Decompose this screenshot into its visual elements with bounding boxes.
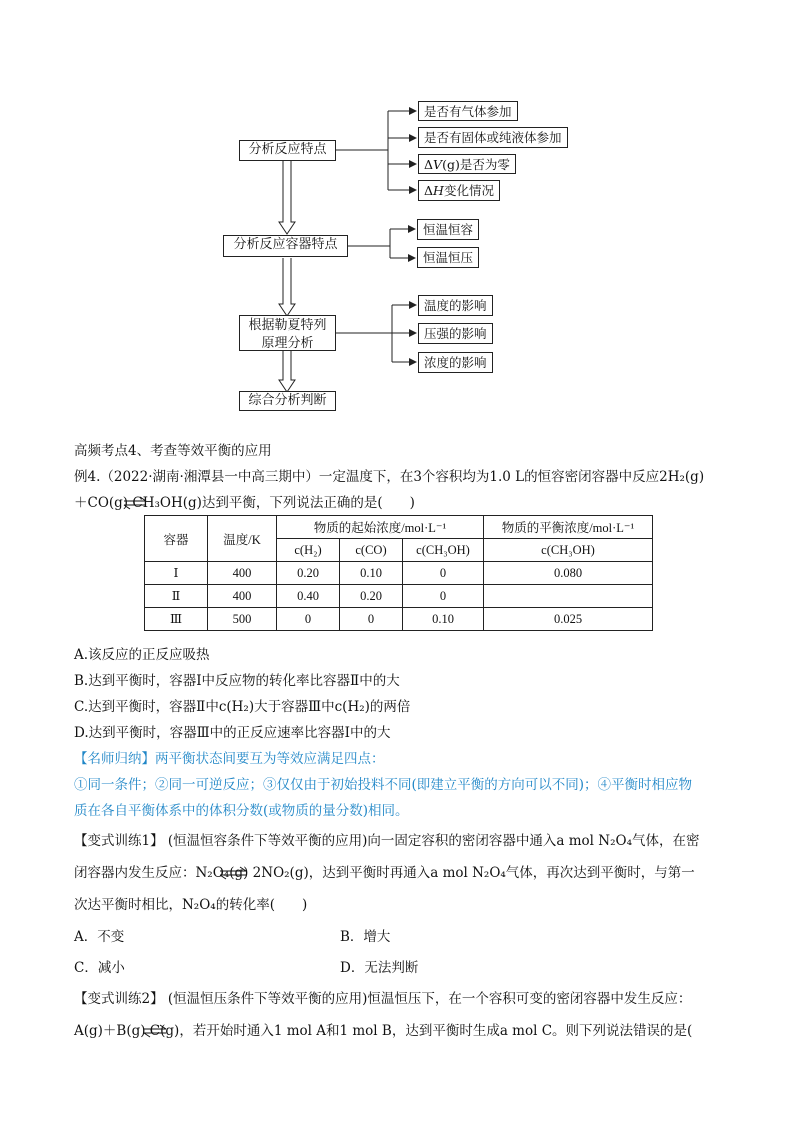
- branch-temperature: 温度的影响: [418, 295, 493, 316]
- flow-step-le-chatelier-line2: 原理分析: [261, 335, 314, 351]
- example4-line2: ＋CO(g) CH₃OH(g)达到平衡，下列说法正确的是( ): [74, 495, 415, 511]
- th-container: 容器: [145, 516, 208, 562]
- summary-title: 【名师归纳】两平衡状态间要互为等效应满足四点：: [74, 751, 385, 767]
- branch-const-volume: 恒温恒容: [417, 219, 479, 240]
- example4-line1: 例4.（2022·湖南·湘潭县一中高三期中）一定温度下，在3个容积均为1.0 L的恒容密闭容器中反应2H₂(g): [74, 469, 705, 485]
- concentration-table: [144, 515, 653, 631]
- cell-co: 0: [340, 608, 403, 631]
- branch-solid-liquid: 是否有固体或纯液体参加: [418, 127, 568, 148]
- cell-h2: 0: [277, 608, 340, 631]
- cell-id: Ⅰ: [145, 562, 208, 585]
- th-temperature: 温度/K: [208, 516, 277, 562]
- cell-co: 0.10: [340, 562, 403, 585]
- branch-concentration: 浓度的影响: [418, 352, 493, 373]
- variant1-option-b: B．增大: [340, 929, 391, 945]
- option-b: B.达到平衡时，容器Ⅰ中反应物的转化率比容器Ⅱ中的大: [74, 673, 400, 689]
- cell-h2: 0.40: [277, 585, 340, 608]
- cell-ch3oh: 0: [403, 562, 484, 585]
- section-title: 高频考点4、考查等效平衡的应用: [74, 443, 272, 459]
- delta-h-rest: 变化情况: [443, 183, 494, 198]
- th-c-ch3oh: c(CH₃OH): [403, 539, 484, 562]
- summary-line3: 质在各自平衡体系中的体积分数(或物质的量分数)相同。: [74, 803, 409, 819]
- cell-id: Ⅱ: [145, 585, 208, 608]
- th-equilibrium-conc: 物质的平衡浓度/mol·L⁻¹: [484, 516, 653, 539]
- th-c-co: c(CO): [340, 539, 403, 562]
- option-c: C.达到平衡时，容器Ⅱ中c(H₂)大于容器Ⅲ中c(H₂)的两倍: [74, 699, 411, 715]
- branch-pressure: 压强的影响: [418, 323, 493, 344]
- cell-temp: 400: [208, 585, 277, 608]
- option-a: A.该反应的正反应吸热: [74, 647, 210, 663]
- flow-step-conclusion: 综合分析判断: [239, 391, 336, 411]
- cell-eq: 0.025: [484, 608, 653, 631]
- branch-gas: 是否有气体参加: [418, 101, 518, 121]
- option-d: D.达到平衡时，容器Ⅲ中的正反应速率比容器Ⅰ中的大: [74, 725, 391, 741]
- variant1-option-a: A．不变: [74, 929, 125, 945]
- flow-step-le-chatelier-line1: 根据勒夏特列: [248, 318, 327, 333]
- cell-co: 0.20: [340, 585, 403, 608]
- cell-temp: 400: [208, 562, 277, 585]
- variant1-option-c: C．减小: [74, 960, 125, 976]
- cell-ch3oh: 0: [403, 585, 484, 608]
- reversible-arrow-icon: [122, 495, 148, 511]
- variant2-line2: A(g)＋B(g) C(g)，若开始时通入1 mol A和1 mol B，达到平衡时生成a mol C。则下列说法错误的是(: [74, 1023, 693, 1039]
- table-row: [145, 608, 653, 631]
- th-initial-conc: 物质的起始浓度/mol·L⁻¹: [277, 516, 484, 539]
- variant1-option-d: D．无法判断: [340, 960, 419, 976]
- branch-delta-h: [418, 180, 500, 201]
- cell-h2: 0.20: [277, 562, 340, 585]
- cell-temp: 500: [208, 608, 277, 631]
- cell-id: Ⅲ: [145, 608, 208, 631]
- th-c-ch3oh-eq: c(CH₃OH): [484, 539, 653, 562]
- variant1-line2: 闭容器内发生反应：N₂O₄(g) 2NO₂(g)，达到平衡时再通入a mol N₂O₄气体，再次达到平衡时，与第一: [74, 865, 695, 881]
- delta-v-prefix: Δ: [424, 157, 434, 172]
- cell-eq: [484, 585, 653, 608]
- cell-eq: 0.080: [484, 562, 653, 585]
- flow-step-analyze-container: 分析反应容器特点: [223, 235, 348, 257]
- table-row: [145, 585, 653, 608]
- variant1-line1: 【变式训练1】 (恒温恒容条件下等效平衡的应用)向一固定容积的密闭容器中通入a mol N₂O₄气体，在密: [74, 833, 700, 849]
- reversible-arrow-icon: [218, 865, 248, 881]
- variant2-line1: 【变式训练2】 (恒温恒压条件下等效平衡的应用)恒温恒压下，在一个容积可变的密闭容器中发生反应：: [74, 991, 692, 1007]
- summary-line2: ①同一条件；②同一可逆反应；③仅仅由于初始投料不同(即建立平衡的方向可以不同)；④平衡时相应物: [74, 777, 693, 793]
- delta-v-rest: (g)是否为零: [442, 157, 510, 172]
- th-c-h2: c(H₂): [277, 539, 340, 562]
- cell-ch3oh: 0.10: [403, 608, 484, 631]
- reversible-arrow-icon: [142, 1023, 168, 1039]
- flowchart-connectors: [0, 0, 800, 420]
- delta-h-symbol: H: [433, 183, 444, 198]
- delta-v-symbol: V: [433, 157, 443, 172]
- table-row: [145, 562, 653, 585]
- branch-const-pressure: 恒温恒压: [417, 247, 479, 268]
- flow-step-analyze-reaction: 分析反应特点: [239, 140, 336, 161]
- branch-delta-v: [418, 154, 516, 174]
- delta-h-prefix: Δ: [424, 183, 434, 198]
- variant1-line3: 次达平衡时相比，N₂O₄的转化率( ): [74, 897, 308, 913]
- flow-step-le-chatelier: [239, 315, 336, 351]
